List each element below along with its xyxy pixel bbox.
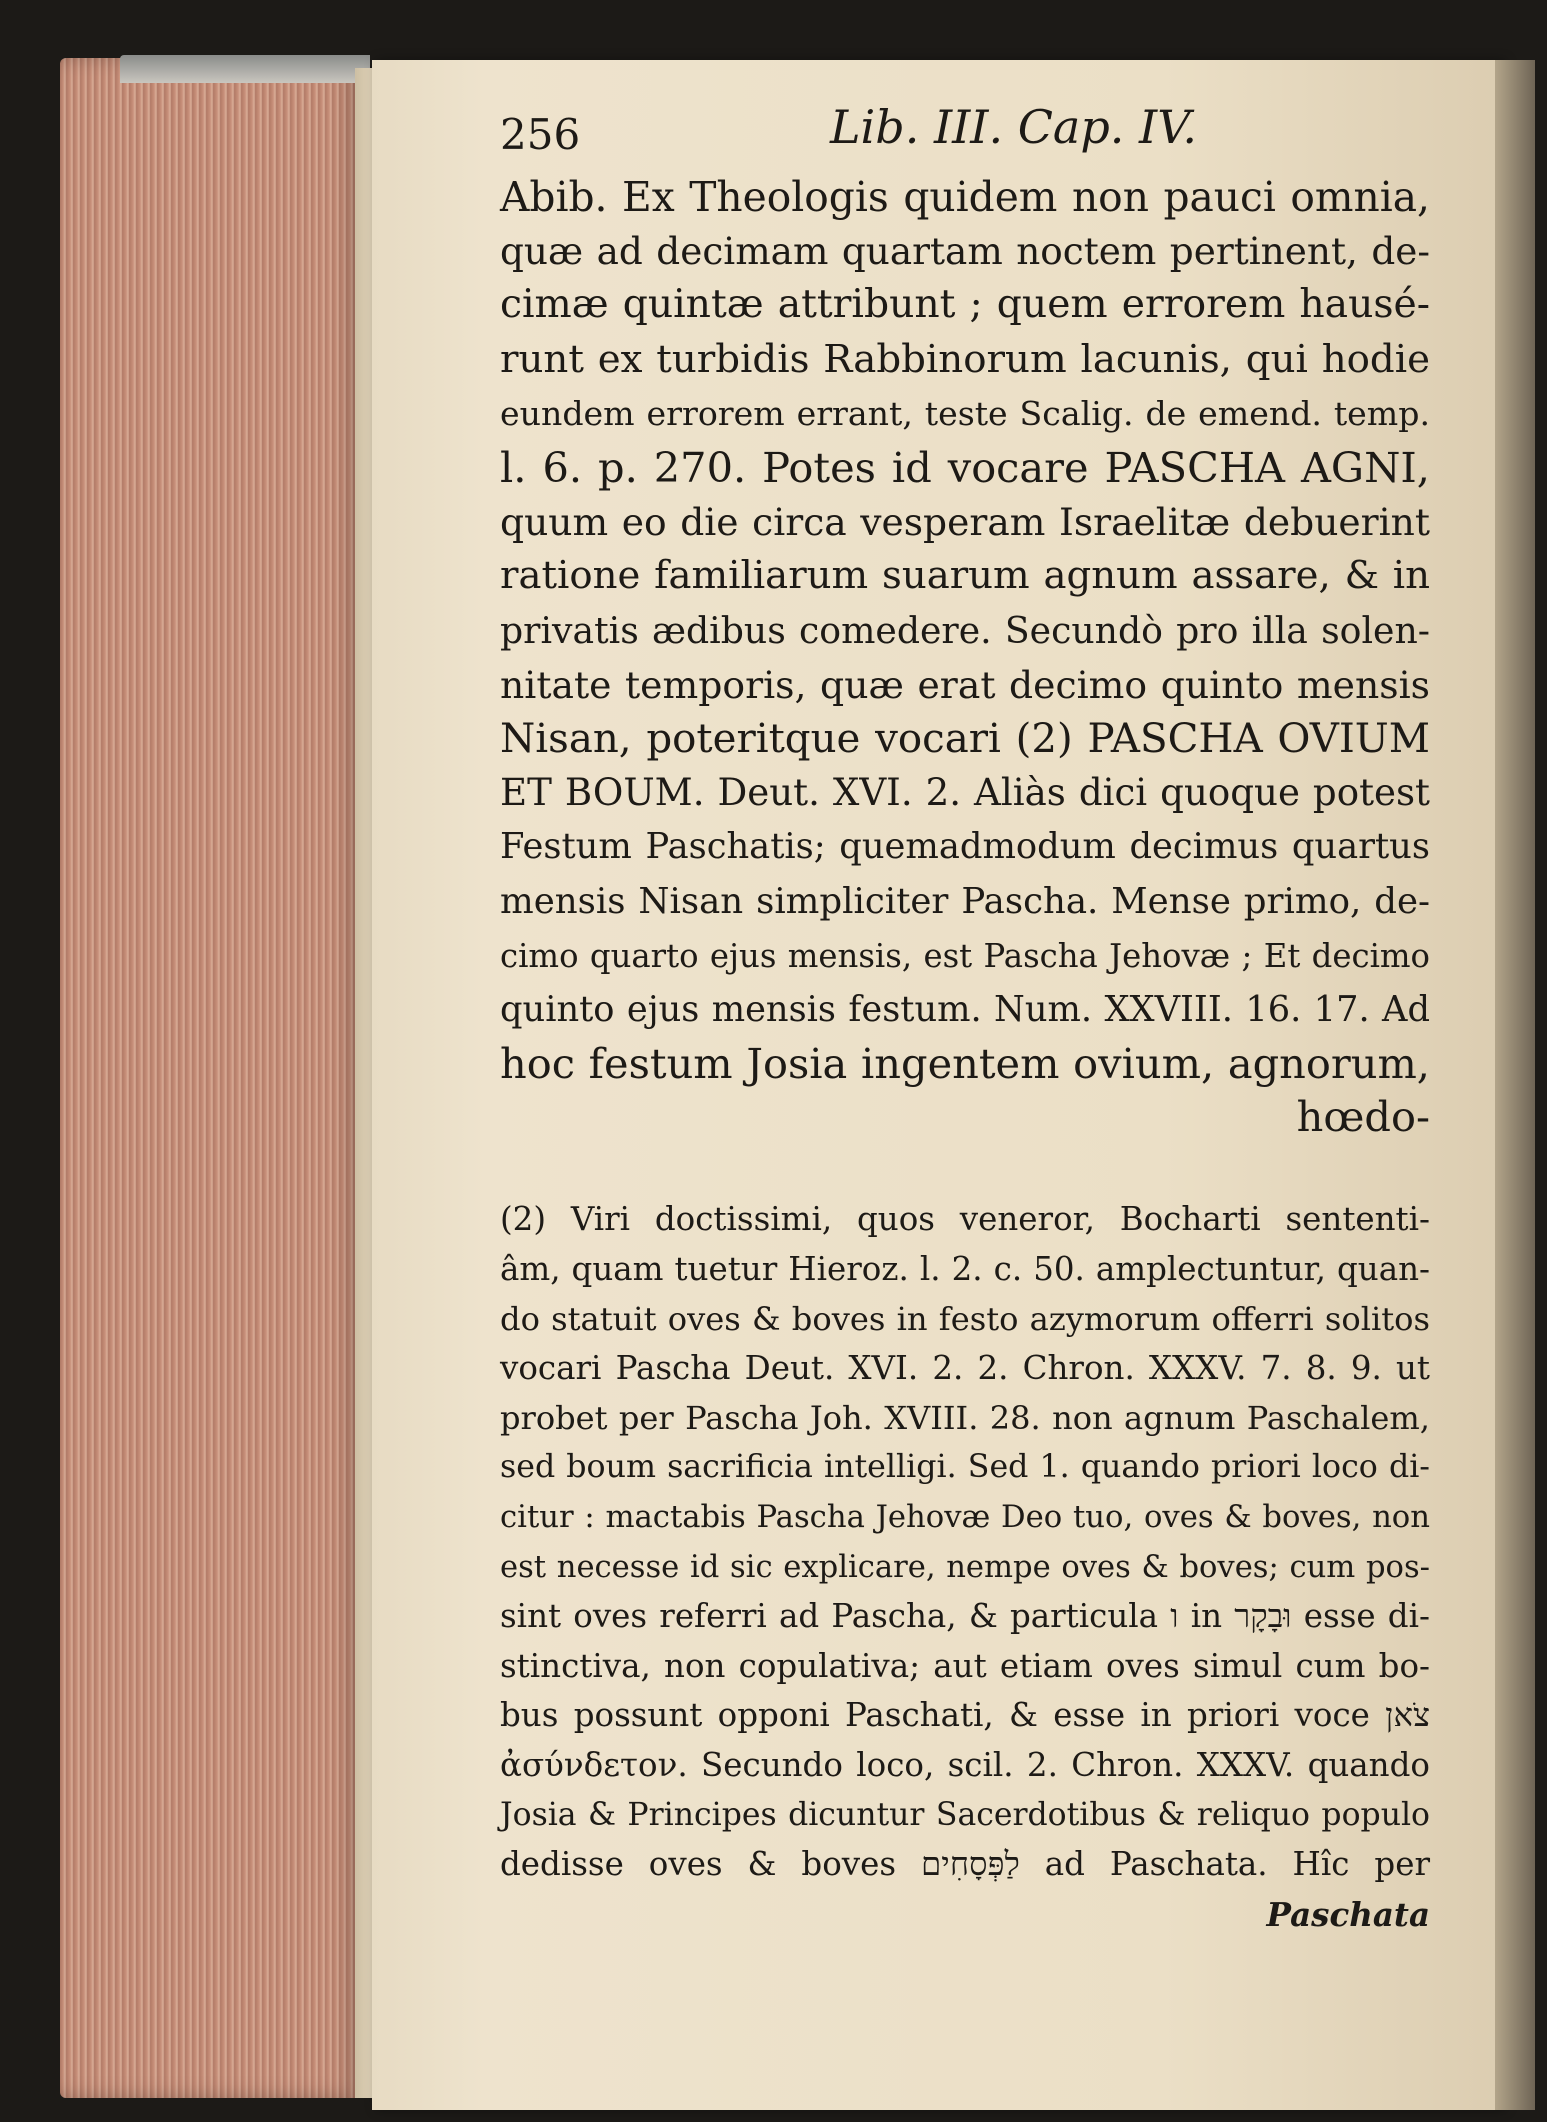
main-line: mensis Nisan simpliciter Pascha. Mense primo, de- <box>500 880 1430 922</box>
main-line: cimæ quintæ attribunt ; quem errorem hausé- <box>500 282 1430 328</box>
main-line: cimo quarto ejus mensis, est Pascha Jehovæ ; Et decimo <box>500 936 1430 975</box>
main-line: eundem errorem errant, teste Scalig. de emend. temp. <box>500 393 1430 433</box>
main-line: hoc festum Josia ingentem ovium, agnorum, <box>500 1039 1430 1089</box>
catchword-footnote: Paschata <box>1266 1894 1430 1934</box>
main-line: ET BOUM. Deut. XVI. 2. Aliàs dici quoque potest <box>500 771 1430 815</box>
footnote-line: (2) Viri doctissimi, quos veneror, Bocharti sententi- <box>500 1200 1430 1239</box>
footnote-line: Josia & Principes dicuntur Sacerdotibus & reliquo populo <box>500 1796 1430 1833</box>
main-line: ratione familiarum suarum agnum assare, & in <box>500 553 1430 599</box>
catchword-main: hœdo- <box>1296 1092 1430 1142</box>
footnote-line: bus possunt opponi Paschati, & esse in priori voce צֹאן <box>500 1696 1430 1735</box>
main-line: quum eo die circa vesperam Israelitæ debuerint <box>500 500 1430 545</box>
footnote-line: sed boum sacrificia intelligi. Sed 1. quando priori loco di- <box>500 1449 1430 1486</box>
main-line: Festum Paschatis; quemadmodum decimus quartus <box>500 826 1430 868</box>
page-number: 256 <box>500 110 581 159</box>
footnote-line: probet per Pascha Joh. XVIII. 28. non agnum Paschalem, <box>500 1398 1430 1437</box>
main-line: l. 6. p. 270. Potes id vocare PASCHA AGNI, <box>500 443 1430 493</box>
text-block <box>500 100 1430 1940</box>
main-text <box>500 170 1430 1091</box>
footnote-line: dedisse oves & boves לַפְּסָחִים ad Paschata. Hîc per <box>500 1845 1430 1884</box>
right-page-edge <box>1495 60 1535 2110</box>
main-line: Abib. Ex Theologis quidem non pauci omnia, <box>500 173 1430 221</box>
footnote-line: citur : mactabis Pascha Jehovæ Deo tuo, oves & boves, non <box>500 1500 1430 1536</box>
footnote-line: stinctiva, non copulativa; aut etiam oves simul cum bo- <box>500 1646 1430 1685</box>
footnote-line: est necesse id sic explicare, nempe oves & boves; cum pos- <box>500 1549 1430 1585</box>
main-line: quæ ad decimam quartam noctem pertinent, de- <box>500 229 1430 274</box>
main-line: privatis ædibus comedere. Secundò pro illa solen- <box>500 608 1430 652</box>
footnote-line: sint oves referri ad Pascha, & particula ו in וּבָקָר esse di- <box>500 1597 1430 1636</box>
main-line: quinto ejus mensis festum. Num. XXVIII. 16. 17. Ad <box>500 989 1430 1031</box>
footnote-line: âm, quam tuetur Hieroz. l. 2. c. 50. amplectuntur, quan- <box>500 1250 1430 1289</box>
footnote-line: do statuit oves & boves in festo azymorum offerri solitos <box>500 1299 1430 1338</box>
page-header <box>500 100 1430 170</box>
running-head: Lib. III. Cap. IV. <box>830 100 1197 154</box>
footnote <box>500 1195 1430 1889</box>
main-line: Nisan, poteritque vocari (2) PASCHA OVIUM <box>500 715 1430 763</box>
main-line: nitate temporis, quæ erat decimo quinto mensis <box>500 662 1430 707</box>
footnote-line: ἀσύνδετον. Secundo loco, scil. 2. Chron. XXXV. quando <box>500 1745 1430 1784</box>
footnote-line: vocari Pascha Deut. XVI. 2. 2. Chron. XXXV. 7. 8. 9. ut <box>500 1349 1430 1388</box>
page-edges-top <box>120 55 370 83</box>
page-edges <box>60 58 360 2098</box>
main-line: runt ex turbidis Rabbinorum lacunis, qui hodie <box>500 336 1430 382</box>
